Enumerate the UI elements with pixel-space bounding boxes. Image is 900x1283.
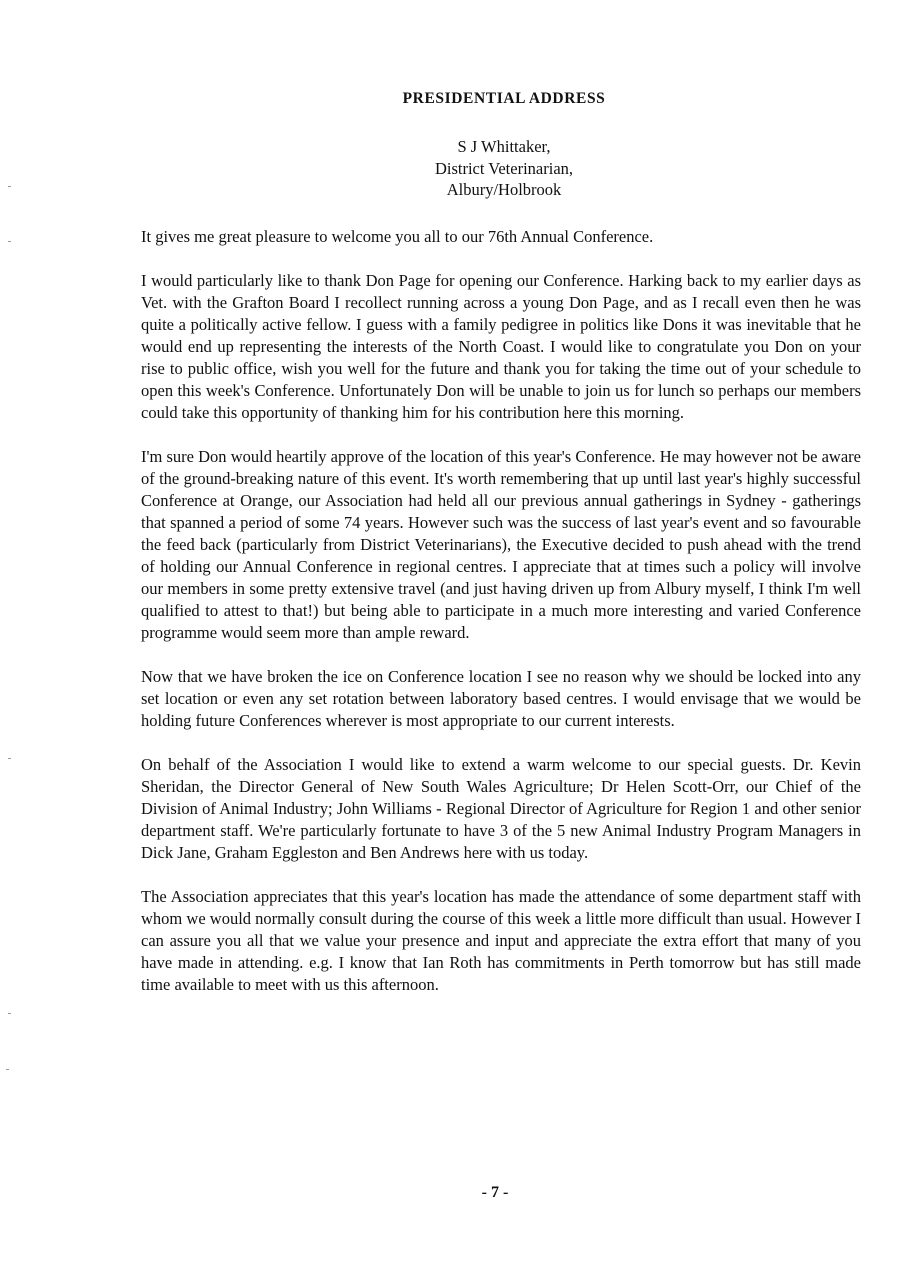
scan-speck — [8, 241, 11, 242]
scan-speck — [8, 758, 11, 759]
document-body — [141, 226, 861, 1018]
author-block — [0, 136, 900, 201]
page-number: - 7 - — [481, 1184, 509, 1201]
paragraph: It gives me great pleasure to welcome you all to our 76th Annual Conference. — [141, 227, 654, 246]
scan-speck — [8, 1013, 11, 1014]
author-name: S J Whittaker, — [457, 137, 551, 156]
paragraph: I would particularly like to thank Don Page for opening our Conference. Harking back to my earlier days as Vet. with the Grafton Board I recollect running across a young Don Page, and as I recall even then he was quite a politically active fellow. I guess with a family pedigree in politics like Dons it was inevitable that he would end up representing the interests of the North Coast. I would like to congratulate you Don on your rise to public office, wish you well for the future and thank you for taking the time out of your schedule to open this week's Conference. Unfortunately Don will be unable to join us for lunch so perhaps our members could take this opportunity of thanking him for his contribution here this morning. — [141, 271, 861, 422]
paragraph: The Association appreciates that this year's location has made the attendance of some department staff with whom we would normally consult during the course of this week a little more difficult than usual. However I can assure you all that we value your presence and input and appreciate the extra effort that many of you have made in attending. e.g. I know that Ian Roth has commitments in Perth tomorrow but has still made time available to meet with us this afternoon. — [141, 887, 861, 994]
document-title: PRESIDENTIAL ADDRESS — [402, 90, 606, 107]
paragraph: Now that we have broken the ice on Conference location I see no reason why we should be locked into any set location or even any set rotation between laboratory based centres. I would envisage that we would be holding future Conferences wherever is most appropriate to our current interests. — [141, 667, 861, 730]
scan-speck — [8, 186, 11, 187]
scan-speck — [6, 1069, 9, 1070]
paragraph: I'm sure Don would heartily approve of the location of this year's Conference. He may however not be aware of the ground-breaking nature of this event. It's worth remembering that up until last year's highly successful Conference at Orange, our Association had held all our previous annual gatherings in Sydney - gatherings that spanned a period of some 74 years. However such was the success of last year's event and so favourable the feed back (particularly from District Veterinarians), the Executive decided to push ahead with the trend of holding our Annual Conference in regional centres. I appreciate that at times such a policy will involve our members in some pretty extensive travel (and just having driven up from Albury myself, I think I'm well qualified to attest to that!) but being able to participate in a much more interesting and varied Conference programme would seem more than ample reward. — [141, 447, 861, 642]
author-position: District Veterinarian, — [434, 158, 574, 178]
author-location: Albury/Holbrook — [446, 180, 562, 199]
paragraph: On behalf of the Association I would like to extend a warm welcome to our special guests. Dr. Kevin Sheridan, the Director General of New South Wales Agriculture; Dr Helen Scott-Orr, our Chief of the Division of Animal Industry; John Williams - Regional Director of Agriculture for Region 1 and other senior department staff. We're particularly fortunate to have 3 of the 5 new Animal Industry Program Managers in Dick Jane, Graham Eggleston and Ben Andrews here with us today. — [141, 755, 861, 862]
